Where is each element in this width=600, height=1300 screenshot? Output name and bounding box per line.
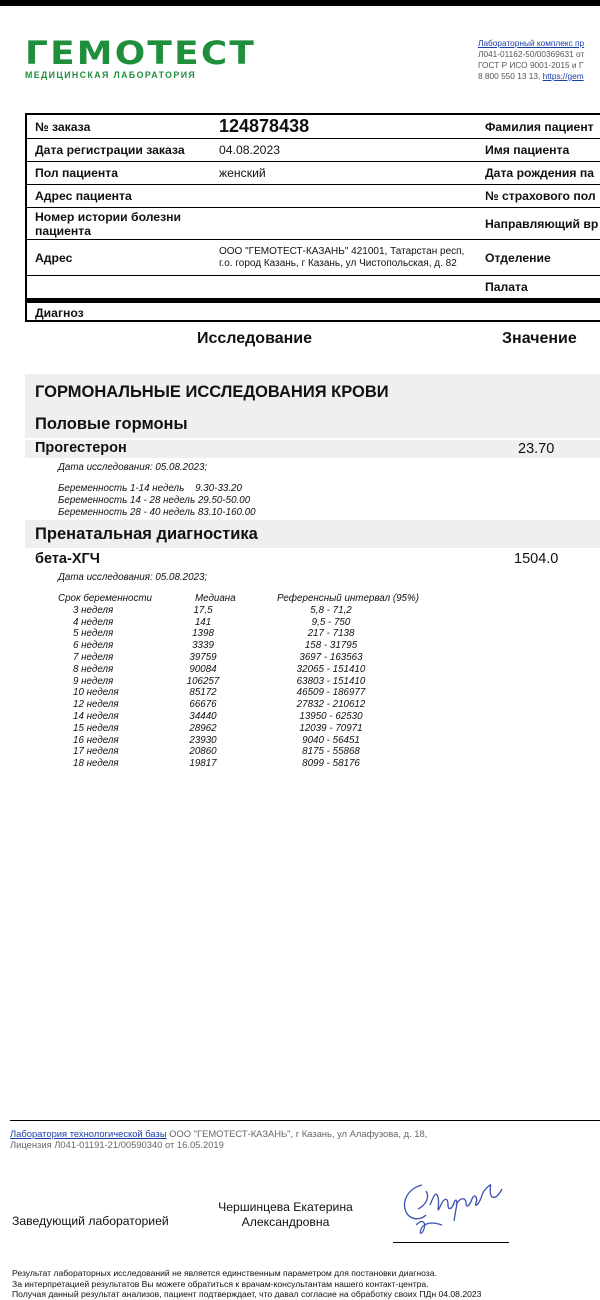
hcg-median: 106257 [186, 675, 220, 687]
group1-band [25, 410, 600, 438]
surname-label: Фамилия пациент [477, 115, 600, 139]
lab-gost: ГОСТ Р ИСО 9001-2015 и Г [478, 60, 584, 70]
hcg-term: 15 неделя [73, 722, 119, 734]
base-lab-address: ООО "ГЕМОТЕСТ-КАЗАНЬ", г Казань, ул Алафузова, д. 18, [166, 1128, 428, 1139]
value-column-header: Значение [502, 330, 577, 347]
hcg-interval: 9,5 - 750 [311, 616, 351, 628]
hcg-median: 90084 [189, 663, 217, 675]
logo-subtitle: МЕДИЦИНСКАЯ ЛАБОРАТОРИЯ [25, 70, 197, 80]
history-label: Номер истории болезни пациента [26, 208, 211, 240]
hcg-term: 18 неделя [73, 758, 119, 770]
lab-phone: 8 800 550 13 13, [478, 71, 541, 81]
hcg-interval: 9040 - 56451 [302, 734, 360, 746]
hcg-median: 28962 [189, 722, 217, 734]
progesterone-date: Дата исследования: 05.08.2023; [58, 462, 208, 473]
group1-title: Половые гормоны [35, 415, 188, 433]
hcg-term: 12 неделя [73, 699, 119, 711]
base-lab-link[interactable]: Лаборатория технологической базы [10, 1128, 167, 1139]
table-row [26, 139, 600, 162]
logo-title: ГЕМОТЕСТ [25, 34, 257, 72]
diagnosis-label: Диагноз [35, 306, 84, 320]
hcg-interval: 27832 - 210612 [296, 699, 366, 711]
lab-link[interactable]: Лабораторный комплекс пр [478, 38, 585, 48]
logo [25, 34, 257, 80]
hcg-header-interval: Референсный интервал (95%) [277, 593, 419, 604]
sex-label: Пол пациента [26, 162, 211, 185]
ward-label: Палата [477, 276, 600, 299]
hcg-interval: 5,8 - 71,2 [310, 604, 352, 616]
signature-line [393, 1242, 509, 1243]
disclaimer-line-3: Получая данный результат анализов, пациент подтверждает, что давал согласие на обработку своих ПДн 04.08.2023 [12, 1289, 482, 1299]
hcg-interval: 3697 - 163563 [299, 651, 363, 663]
hcg-term: 14 неделя [73, 710, 119, 722]
table-row [26, 240, 600, 276]
patient-address-label: Адрес пациента [26, 185, 211, 208]
address-value: ООО "ГЕМОТЕСТ-КАЗАНЬ" 421001, Татарстан респ, г.о. город Казань, г Казань, ул Чистопольская, д. 82 [211, 240, 477, 276]
referring-doctor-label: Направляющий вр [477, 208, 600, 240]
study-column-header: Исследование [197, 330, 312, 347]
hcg-median: 20860 [189, 746, 217, 758]
hcg-median: 34440 [189, 710, 217, 722]
hcg-term: 4 неделя [73, 616, 114, 628]
section-band [25, 374, 600, 410]
lab-info [478, 38, 584, 82]
disclaimer [12, 1268, 481, 1300]
hcg-term: 5 неделя [73, 628, 114, 640]
head-title: Заведующий лабораторией [12, 1214, 169, 1228]
hcg-interval: 32065 - 151410 [296, 663, 366, 675]
insurance-label: № страхового пол [477, 185, 600, 208]
hcg-term: 7 неделя [73, 651, 114, 663]
footer-base [10, 1128, 427, 1150]
group2-band [25, 520, 600, 548]
hcg-median: 39759 [189, 651, 217, 663]
disclaimer-line-2: За интерпретацией результатов Вы можете обратиться к врачам-консультантам нашего контакт-центра. [12, 1278, 429, 1289]
table-row [26, 276, 600, 299]
reg-date-label: Дата регистрации заказа [26, 139, 211, 162]
lab-site-link[interactable]: https://gem [542, 71, 584, 81]
order-number: 124878438 [211, 115, 477, 139]
hcg-interval: 46509 - 186977 [296, 687, 366, 699]
head-name [213, 1200, 358, 1230]
hcg-interval: 63803 - 151410 [296, 675, 366, 687]
hcg-term: 10 неделя [73, 687, 119, 699]
group2-title: Пренатальная диагностика [35, 525, 258, 543]
hcg-median: 141 [194, 616, 212, 628]
test-value-hcg: 1504.0 [514, 551, 559, 567]
test-name-progesterone: Прогестерон [35, 440, 127, 456]
sex-value: женский [211, 162, 477, 185]
hcg-term: 9 неделя [73, 675, 114, 687]
hcg-interval: 158 - 31795 [304, 640, 358, 652]
footer-divider [10, 1120, 600, 1121]
name-label: Имя пациента [477, 139, 600, 162]
hcg-median: 66676 [189, 699, 217, 711]
history-value [211, 208, 477, 240]
patient-address-value [211, 185, 477, 208]
head-name-first: Чершинцева Екатерина [218, 1200, 353, 1214]
reg-date-value: 04.08.2023 [211, 139, 477, 162]
hcg-median: 85172 [189, 687, 217, 699]
table-row [26, 162, 600, 185]
hcg-median: 17,5 [193, 604, 213, 616]
hcg-interval: 8175 - 55868 [302, 746, 360, 758]
ref-row: Беременность 14 - 28 недель 29.50-50.00 [58, 495, 251, 506]
hcg-interval: 12039 - 70971 [299, 722, 363, 734]
hcg-header-term: Срок беременности [58, 593, 152, 604]
hcg-term: 3 неделя [73, 604, 114, 616]
section-title: ГОРМОНАЛЬНЫЕ ИССЛЕДОВАНИЯ КРОВИ [35, 383, 389, 401]
lab-license: Л041-01162-50/00369631 от [478, 49, 585, 59]
progesterone-ref [58, 483, 256, 519]
diagnosis-row [25, 301, 600, 322]
ref-row: Беременность 28 - 40 недель 83.10-160.00 [58, 507, 256, 518]
hcg-median: 19817 [189, 758, 217, 770]
hcg-median: 23930 [189, 734, 217, 746]
signature [396, 1175, 511, 1241]
hcg-interval: 8099 - 58176 [302, 758, 360, 770]
hcg-date: Дата исследования: 05.08.2023; [58, 572, 208, 583]
empty-label [26, 276, 211, 299]
hcg-interval: 13950 - 62530 [299, 710, 363, 722]
address-label: Адрес [26, 240, 211, 276]
table-row [26, 208, 600, 240]
hcg-term: 16 неделя [73, 734, 119, 746]
table-row [26, 115, 600, 139]
head-name-second: Александровна [241, 1215, 330, 1229]
hcg-term: 17 неделя [73, 746, 119, 758]
patient-table [25, 114, 600, 299]
test-name-hcg: бета-ХГЧ [35, 551, 100, 567]
ref-row: Беременность 1-14 недель 9.30-33.20 [58, 483, 242, 494]
base-lab-license: Лицензия Л041-01191-21/00590340 от 16.05.2019 [10, 1139, 224, 1150]
table-row [26, 185, 600, 208]
birthdate-label: Дата рождения па [477, 162, 600, 185]
department-label: Отделение [477, 240, 600, 276]
order-label: № заказа [26, 115, 211, 139]
test-value-progesterone: 23.70 [518, 441, 555, 457]
top-bar [0, 0, 600, 6]
empty-value [211, 276, 477, 299]
hcg-median: 3339 [192, 640, 214, 652]
disclaimer-line-1: Результат лабораторных исследований не является единственным параметром для постановки диагноза. [12, 1268, 437, 1278]
hcg-interval: 217 - 7138 [307, 628, 355, 640]
hcg-term: 8 неделя [73, 663, 114, 675]
hcg-header-median: Медиана [195, 593, 236, 604]
hcg-median: 1398 [192, 628, 214, 640]
hcg-term: 6 неделя [73, 640, 114, 652]
